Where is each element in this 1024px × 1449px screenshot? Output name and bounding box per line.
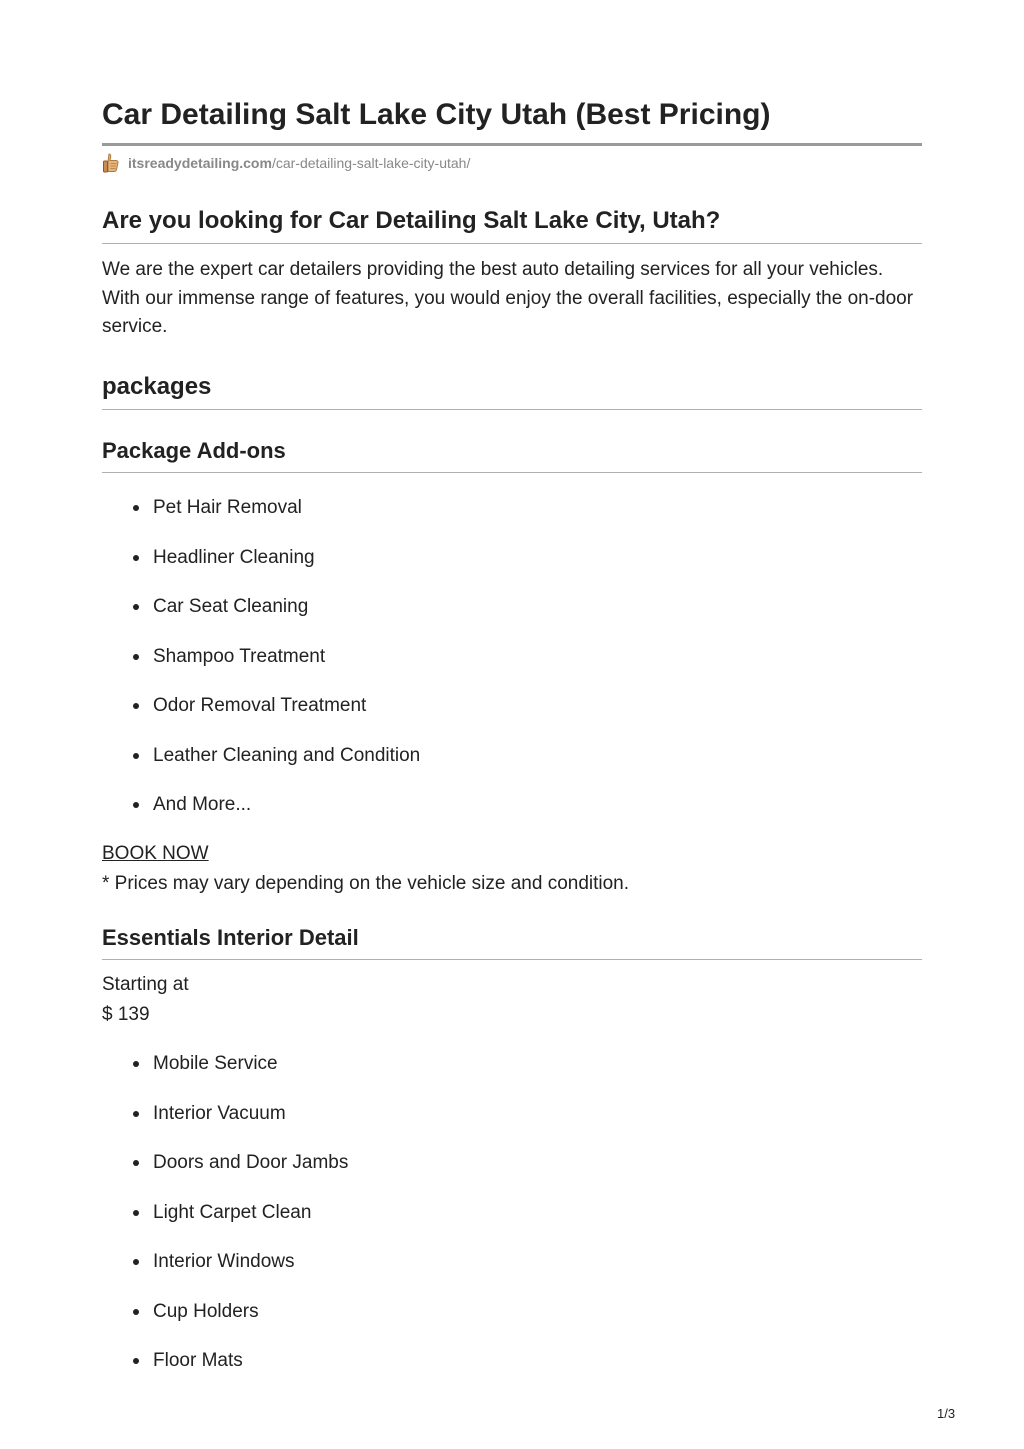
main-heading-divider: [102, 243, 922, 244]
bullet-icon: [133, 1210, 139, 1216]
price-note: * Prices may vary depending on the vehicle size and condition.: [102, 873, 630, 894]
list-item: [102, 496, 922, 546]
bullet-icon: [133, 1061, 139, 1067]
intro-paragraph: We are the expert car detailers providing the best auto detailing services for all your vehicles. With our immense range of features, you would enjoy the overall facilities, especially the on-door service.: [102, 259, 914, 337]
list-item-label: Interior Vacuum: [153, 1102, 286, 1124]
list-item: [102, 645, 922, 695]
packages-divider: [102, 409, 922, 410]
thumbs-up-icon: [102, 153, 120, 173]
bullet-icon: [133, 1358, 139, 1364]
essentials-heading: Essentials Interior Detail: [102, 925, 359, 950]
bullet-icon: [133, 1259, 139, 1265]
list-item: [102, 1250, 922, 1300]
book-now-link[interactable]: BOOK NOW: [102, 843, 209, 864]
bullet-icon: [133, 1309, 139, 1315]
list-item-label: Pet Hair Removal: [153, 497, 302, 518]
list-item: [102, 595, 922, 645]
list-item-label: And More...: [153, 794, 252, 815]
bullet-icon: [133, 505, 139, 511]
list-item-label: Cup Holders: [153, 1300, 259, 1322]
list-item: [102, 1201, 922, 1251]
list-item-label: Interior Windows: [153, 1251, 295, 1272]
list-item: [102, 1151, 922, 1201]
addons-divider: [102, 472, 922, 473]
title-divider: [102, 143, 922, 146]
page-number: 1/3: [937, 1406, 956, 1421]
list-item-label: Leather Cleaning and Condition: [153, 744, 421, 766]
list-item: [102, 694, 922, 744]
bullet-icon: [133, 654, 139, 660]
source-line: [102, 152, 470, 174]
list-item: [102, 744, 922, 794]
list-item-label: Odor Removal Treatment: [153, 695, 367, 716]
list-item-label: Doors and Door Jambs: [153, 1152, 349, 1173]
list-item: [102, 1052, 922, 1102]
list-item: [102, 1102, 922, 1152]
bullet-icon: [133, 555, 139, 561]
bullet-icon: [133, 753, 139, 759]
bullet-icon: [133, 604, 139, 610]
list-item: [102, 546, 922, 596]
list-item: [102, 793, 922, 843]
addons-heading: Package Add-ons: [102, 438, 286, 463]
list-item: [102, 1349, 922, 1399]
list-item-label: Floor Mats: [153, 1350, 243, 1371]
document-title: Car Detailing Salt Lake City Utah (Best Pricing): [102, 98, 771, 131]
bullet-icon: [133, 802, 139, 808]
starting-at-label: Starting at: [102, 974, 189, 995]
list-item-label: Car Seat Cleaning: [153, 596, 309, 617]
addons-list: [102, 496, 922, 843]
packages-heading: packages: [102, 373, 212, 400]
essentials-divider: [102, 959, 922, 960]
bullet-icon: [133, 703, 139, 709]
essentials-price: $ 139: [102, 1004, 150, 1025]
bullet-icon: [133, 1160, 139, 1166]
list-item-label: Headliner Cleaning: [153, 546, 315, 568]
source-domain[interactable]: itsreadydetailing.com: [128, 155, 272, 171]
essentials-list: [102, 1052, 922, 1399]
bullet-icon: [133, 1111, 139, 1117]
list-item-label: Light Carpet Clean: [153, 1201, 312, 1223]
source-path[interactable]: /car-detailing-salt-lake-city-utah/: [271, 155, 471, 171]
list-item-label: Shampoo Treatment: [153, 645, 326, 667]
list-item-label: Mobile Service: [153, 1053, 278, 1074]
list-item: [102, 1300, 922, 1350]
main-heading: Are you looking for Car Detailing Salt Lake City, Utah?: [102, 207, 721, 234]
